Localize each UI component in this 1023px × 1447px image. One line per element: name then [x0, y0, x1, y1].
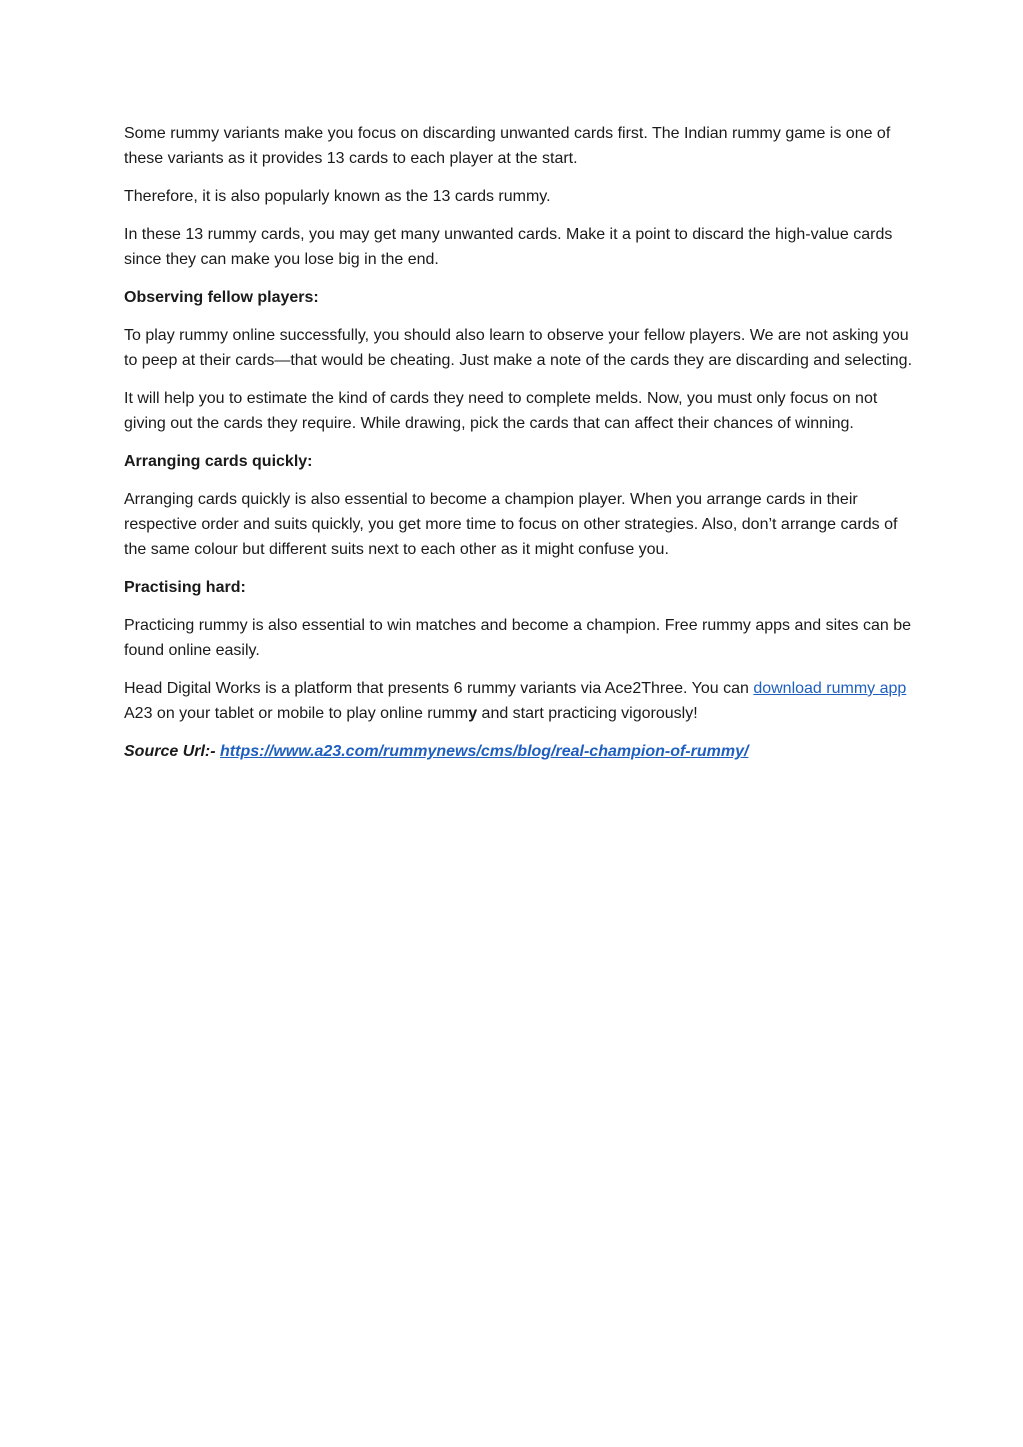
paragraph-13-cards: Therefore, it is also popularly known as the 13 cards rummy. — [124, 188, 551, 205]
paragraph-intro: Some rummy variants make you focus on discarding unwanted cards first. The Indian rummy game is one of these variants as it provides 13 cards to each player at the start. — [124, 125, 891, 167]
paragraph-observe-players: To play rummy online successfully, you should also learn to observe your fellow players. We are not asking you to peep at their cards—that would be cheating. Just make a note of the cards they are discarding and selecting. — [124, 327, 913, 369]
paragraph-arranging-cards: Arranging cards quickly is also essential to become a champion player. When you arrange cards in their respective order and suits quickly, you get more time to focus on other strategies. Also, don’t arrange cards of the same colour but different suits next to each other as it might confuse you. — [124, 491, 898, 558]
paragraph-estimate-cards: It will help you to estimate the kind of cards they need to complete melds. Now, you must only focus on not giving out the cards they require. While drawing, pick the cards that can affect their chances of winning. — [124, 390, 878, 432]
heading-practising-hard: Practising hard: — [124, 579, 246, 596]
heading-arranging-cards: Arranging cards quickly: — [124, 453, 313, 470]
final-paragraph-text-middle: A23 on your tablet or mobile to play online rumm — [124, 705, 469, 722]
final-paragraph-text-start: Head Digital Works is a platform that presents 6 rummy variants via Ace2Three. You can — [124, 680, 754, 697]
source-url-label: Source Url:- — [124, 743, 221, 760]
document-page — [124, 121, 914, 764]
heading-observing-players: Observing fellow players: — [124, 289, 319, 306]
paragraph-head-digital-works — [124, 676, 914, 726]
paragraph-discard-high-value: In these 13 rummy cards, you may get many unwanted cards. Make it a point to discard the high-value cards since they can make you lose big in the end. — [124, 226, 893, 268]
paragraph-practicing-rummy: Practicing rummy is also essential to win matches and become a champion. Free rummy apps and sites can be found online easily. — [124, 617, 912, 659]
source-url-link[interactable]: https://www.a23.com/rummynews/cms/blog/real-champion-of-rummy/ — [220, 743, 749, 760]
final-paragraph-bold-letter: y — [468, 705, 478, 722]
download-rummy-app-link[interactable]: download rummy app — [753, 680, 907, 697]
final-paragraph-text-end: and start practicing vigorously! — [477, 705, 698, 722]
source-url-line — [124, 739, 914, 764]
